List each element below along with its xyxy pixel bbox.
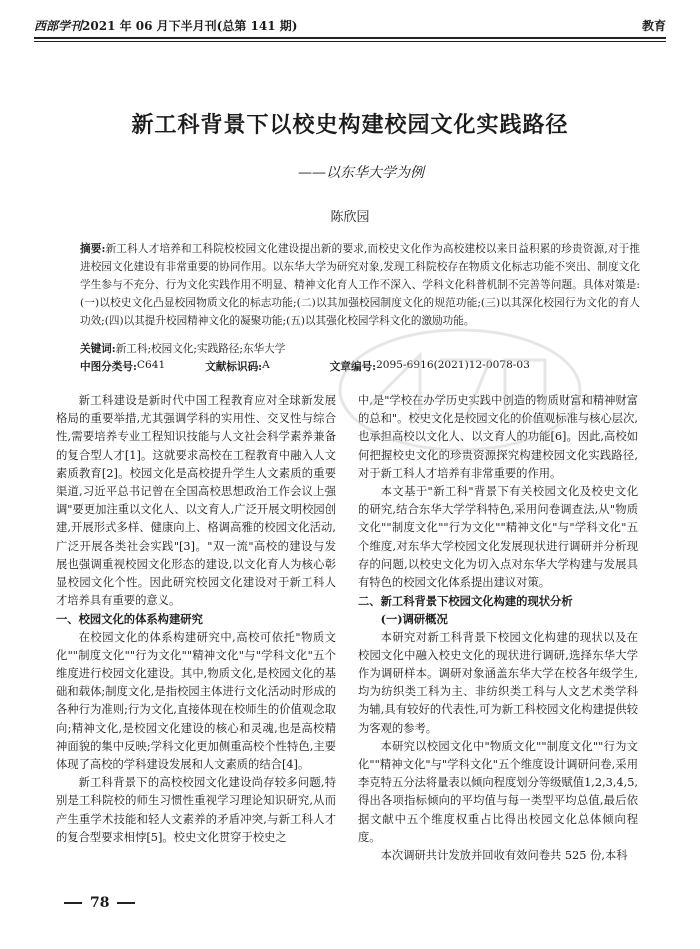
section-name: 教育 bbox=[641, 19, 666, 33]
right-column-paragraph: 本研究以校园文化中"物质文化""制度文化""行为文化""精神文化"与"学科文化"五个维度设计调研问卷,采用李克特五分法将量表以倾向程度划分等级赋值1,2,3,4,5,得出各项指标倾向的平均值与每一类型平均总值,最后依据文献中五个维度权重占比得出校园文化总体倾向程度。 bbox=[358, 739, 638, 844]
body-column-left bbox=[56, 392, 336, 847]
doc-code-label: 文献标识码: bbox=[205, 361, 263, 373]
right-column-paragraph: 本研究对新工科背景下校园文化构建的现状以及在校园文化中融入校史文化的现状进行调研,选择东华大学作为调研样本。调研对象涵盖东华大学在校各年级学生,均为纺织类工科为主、非纺织类工科与人文艺术类学科为辅,具有较好的代表性,可为新工科校园文化构建提供较为客观的参考。 bbox=[358, 630, 638, 735]
right-column-paragraph: 中,是"学校在办学历史实践中创造的物质财富和精神财富的总和"。校史文化是校园文化的价值观标准与核心层次,也承担高校以文化人、以文育人的功能[6]。因此,高校如何把握校史文化的珍贵资源探究构建校园文化实践路径,对于新工科人才培养有非常重要的作用。 bbox=[358, 394, 638, 480]
header-rule-thin bbox=[34, 41, 666, 42]
classification-line bbox=[80, 359, 530, 374]
body-column-right bbox=[358, 392, 638, 865]
clc-value: C641 bbox=[136, 359, 166, 371]
keywords-label: 关键词: bbox=[80, 343, 116, 355]
journal-info bbox=[34, 17, 297, 34]
abstract-text: 新工科人才培养和工科院校校园文化建设提出新的要求,而校史文化作为高校建校以来日益积累的珍贵资源,对于推进校园文化建设有非常重要的协同作用。以东华大学为研究对象,发现工科院校存在物质文化标志功能不突出、制度文化学生参与不充分、行为文化实践作用不明显、精神文化育人工作不深入、学科文化科普机制不完善等问题。具体对策是:(一)以校史文化凸显校园物质文化的标志功能;(二)以其加强校园制度文化的规范功能;(三)以其深化校园行为文化的育人功效;(四)以其提升校园精神文化的凝聚功能;(五)以其强化校园学科文化的激励功能。 bbox=[80, 243, 640, 327]
journal-name: 西部学刊 bbox=[34, 19, 83, 33]
left-column-paragraph: 在校园文化的体系构建研究中,高校可依托"物质文化""制度文化""行为文化""精神文化"与"学科文化"五个维度进行校园文化建设。其中,物质文化,是校园文化的基础和载体;制度文化,是指校园主体进行文化活动时形成的各种行为准则;行为文化,直接体现在校师生的价值观念取向;精神文化,是校园文化建设的核心和灵魂,也是高校精神面貌的集中反映;学科文化更加侧重高校个性特色,主要体现了高校的学科建设发展和人文素质的结合[4]。 bbox=[56, 630, 336, 772]
subsection-heading: (一)调研概况 bbox=[380, 612, 448, 627]
clc-label: 中图分类号: bbox=[80, 361, 137, 373]
right-column-paragraph: 本文基于"新工科"背景下有关校园文化及校史文化的研究,结合东华大学学科特色,采用问卷调查法,从"物质文化""制度文化""行为文化""精神文化"与"学科文化"五个维度,对东华大学校园文化发展现状进行调研并分析现存的问题,以校史文化为切入点对东华大学构建与发展具有特色的校园文化体系提出建议对策。 bbox=[358, 485, 638, 590]
abstract bbox=[80, 240, 640, 330]
right-column-paragraph: 本次调研共计发放并回收有效问卷共 525 份,本科 bbox=[380, 849, 628, 863]
footer-dash-right bbox=[117, 902, 135, 904]
section-heading: 一、校园文化的体系构建研究 bbox=[56, 612, 203, 627]
doc-code-value: A bbox=[262, 359, 270, 371]
article-title: 新工科背景下以校史构建校园文化实践路径 bbox=[131, 112, 569, 138]
abstract-label: 摘要: bbox=[80, 243, 106, 255]
running-header bbox=[34, 12, 666, 34]
author-name: 陈欣园 bbox=[330, 210, 370, 225]
article-number-value: 2095-6916(2021)12-0078-03 bbox=[376, 359, 530, 371]
footer-dash-left bbox=[64, 902, 82, 904]
keywords-text: 新工科;校园文化;实践路径;东华大学 bbox=[115, 343, 286, 355]
keywords bbox=[80, 341, 285, 356]
issue-info: 2021 年 06 月下半月刊(总第 141 期) bbox=[82, 19, 298, 33]
section-heading: 二、新工科背景下校园文化构建的现状分析 bbox=[358, 594, 573, 609]
page-footer bbox=[56, 895, 143, 911]
left-column-paragraph: 新工科背景下的高校校园文化建设尚存较多问题,特别是工科院校的师生习惯性重视学习理论知识研究,从而产生重学术技能和轻人文素养的矛盾冲突,与新工科人才的复合型要求相悖[5]。校史文化贯穿于校史之 bbox=[56, 776, 336, 844]
header-rule-thick bbox=[34, 37, 666, 39]
article-subtitle: ——以东华大学为例 bbox=[298, 165, 424, 181]
article-number-label: 文章编号: bbox=[329, 361, 377, 373]
left-column-paragraph: 新工科建设是新时代中国工程教育应对全球新发展格局的重要举措,尤其强调学科的实用性、交叉性与综合性,需要培养专业工程知识技能与人文社会科学素养兼备的复合型人才[1]。这就要求高校在工程教育中融入人文素质教育[2]。校园文化是高校提升学生人文素质的重要渠道,习近平总书记曾在全国高校思想政治工作会议上强调"要更加注重以文化人、以文育人,广泛开展文明校园创建,开展形式多样、健康向上、格调高雅的校园文化活动,广泛开展各类社会实践"[3]。"双一流"高校的建设与发展也强调重视校园文化形态的建设,以文化育人为核心彰显校园文化个性。因此研究校园文化建设对于新工科人才培养具有重要的意义。 bbox=[56, 394, 336, 608]
page-number: 78 bbox=[90, 895, 110, 911]
